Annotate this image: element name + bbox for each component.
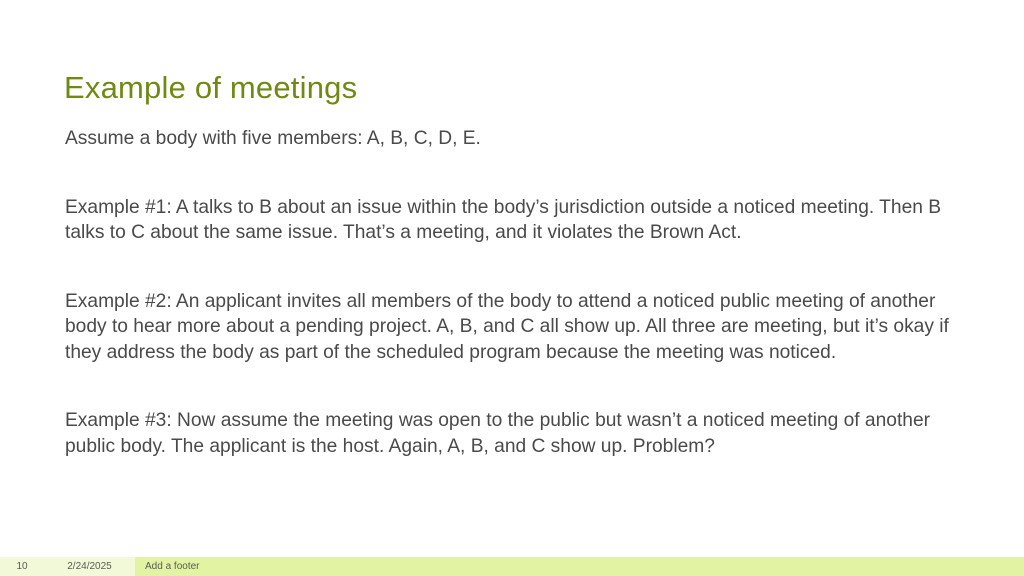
footer-text[interactable]: Add a footer bbox=[135, 557, 1024, 576]
example-2-paragraph: Example #2: An applicant invites all members of the body to attend a noticed public meeting of another body to hear more about a pending project. A, B, and C all show up. All three are meeting, but it’s okay if they address the body as part of the scheduled program because the meeting was noticed. bbox=[65, 290, 949, 363]
slide-title: Example of meetings bbox=[64, 70, 358, 105]
example-3-paragraph: Example #3: Now assume the meeting was open to the public but wasn’t a noticed meeting of another public body. The applicant is the host. Again, A, B, and C show up. Problem? bbox=[65, 410, 931, 457]
footer-date: 2/24/2025 bbox=[44, 557, 135, 576]
slide-number: 10 bbox=[0, 557, 44, 576]
example-1-paragraph: Example #1: A talks to B about an issue within the body’s jurisdiction outside a noticed meeting. Then B talks to C about the same issue. That’s a meeting, and it violates the Brown Act. bbox=[65, 196, 942, 243]
slide-body bbox=[65, 126, 970, 459]
footer-bar bbox=[0, 557, 1024, 576]
intro-paragraph: Assume a body with five members: A, B, C, D, E. bbox=[65, 128, 481, 149]
